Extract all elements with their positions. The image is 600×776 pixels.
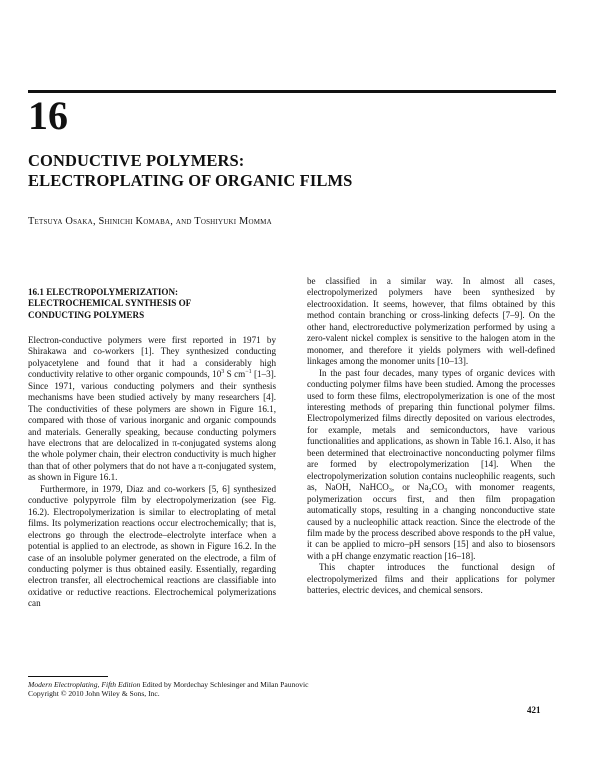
subscript: 3 xyxy=(388,488,392,495)
superscript: −1 xyxy=(245,369,252,376)
paragraph-text: Electron-conductive polymers were first reported in 1971 by Shirakawa and co-workers [1]. They synthesized conducting polyacetylene and found that it had a considerably high conductivity relative to other organic compounds, 10 xyxy=(28,334,276,380)
subscript: 3 xyxy=(444,488,448,495)
paragraph-text: S cm xyxy=(224,369,246,380)
paragraph-text: , or Na xyxy=(391,482,429,493)
section-heading-line-1: 16.1 ELECTROPOLYMERIZATION: xyxy=(28,287,179,297)
footer-book-line xyxy=(28,680,308,689)
footer xyxy=(28,680,308,699)
footer-book-title: Modern Electroplating, Fifth Edition xyxy=(28,680,141,689)
subscript: 2 xyxy=(428,488,432,495)
footer-editors: Edited by Mordechay Schlesinger and Milan Paunovic xyxy=(140,680,309,689)
right-column xyxy=(307,276,555,597)
left-column xyxy=(28,287,276,610)
chapter-number: 16 xyxy=(28,93,68,138)
footer-copyright: Copyright © 2010 John Wiley & Sons, Inc. xyxy=(28,689,160,699)
chapter-top-rule xyxy=(28,90,556,93)
chapter-title-line-2: ELECTROPLATING OF ORGANIC FILMS xyxy=(28,171,353,190)
section-heading-line-3: CONDUCTING POLYMERS xyxy=(28,309,145,320)
section-heading xyxy=(28,287,276,321)
paragraph-text: [1–3]. Since 1971, various conducting polymers and their synthesis mechanisms have been studied actively by many researchers [4]. The conductivities of these polymers are shown in Figure 16.1, compared with those of various inorganic and organic compounds and materials. Generally speaking, because conducting polymers have electrons that are delocalized in π-conjugated systems along the whole polymer chain, their electron conductivity is much higher than that of other polymers that do not have a π-conjugated system, as shown in Figure 16.1. xyxy=(28,369,276,483)
paragraph xyxy=(28,335,276,484)
section-heading-line-2: ELECTROCHEMICAL SYNTHESIS OF xyxy=(28,298,192,309)
paragraph-text: with monomer reagents, polymerization occurs first, and then film propagation automatically stops, resulting in a changing nonconductive state caused by a nucleophilic attack reaction. Since the electrode of the film made by the process described above responds to the pH value, it can be applied to micro–pH sensors [15] and also to biosensors with a pH change enzymatic reaction [16–18]. xyxy=(307,482,556,561)
footnote-rule xyxy=(28,676,108,677)
superscript: 3 xyxy=(221,369,225,376)
chapter-title-line-1: CONDUCTIVE POLYMERS: xyxy=(28,151,245,170)
paragraph-text: In the past four decades, many types of organic devices with conducting polymer films have been studied. Among the processes used to form these films, electropolymerization is one of the most interesting methods of preparing thin functional polymer films. Electropolymerized films directly deposited on various electrodes, for example, metals and semiconductors, have various functionalities and applications, as shown in Table 16.1. Also, it has been determined that electroinactive nonconducting polymer films are formed by electropolymerization [14]. When the electropolymerization solution contains nucleophilic reagents, such as, NaOH, NaHCO xyxy=(307,367,555,493)
paragraph xyxy=(307,368,555,563)
paragraph: Furthermore, in 1979, Diaz and co-workers [5, 6] synthesized conductive polypyrrole film by electropolymerization (see Fig. 16.2). Electropolymerization is similar to electroplating of metal films. Its polymerization reactions occur electrochemically; that is, electrons go through the electrode–electrolyte interface when a potential is applied to an electrode, as shown in Figure 16.2. In the case of an insoluble polymer generated on the electrode, a film of conducting polymer is thus obtained easily. Essentially, regarding electron transfer, all electrochemical reactions are classifiable into oxidative or reductive reactions. Electrochemical polymerizations can xyxy=(28,483,276,609)
chapter-authors: Tetsuya Osaka, Shinichi Komaba, and Toshiyuki Momma xyxy=(28,216,272,227)
paragraph: This chapter introduces the functional design of electropolymerized films and their applications for polymer batteries, electric devices, and chemical sensors. xyxy=(307,562,555,596)
paragraph: be classified in a similar way. In almost all cases, electropolymerized polymers have been synthesized by electrooxidation. It seems, however, that films obtained by this method contain branching or cross-linking defects [7–9]. On the other hand, electroreductive polymerization performed by using a zero-valent nickel complex is sensitive to the halogen atom in the monomer, and therefore it yields polymers with well-defined linkages among the monomer units [10–13]. xyxy=(307,276,555,367)
paragraph-text: CO xyxy=(431,482,445,493)
chapter-title xyxy=(28,151,352,191)
page-number: 421 xyxy=(527,705,541,715)
